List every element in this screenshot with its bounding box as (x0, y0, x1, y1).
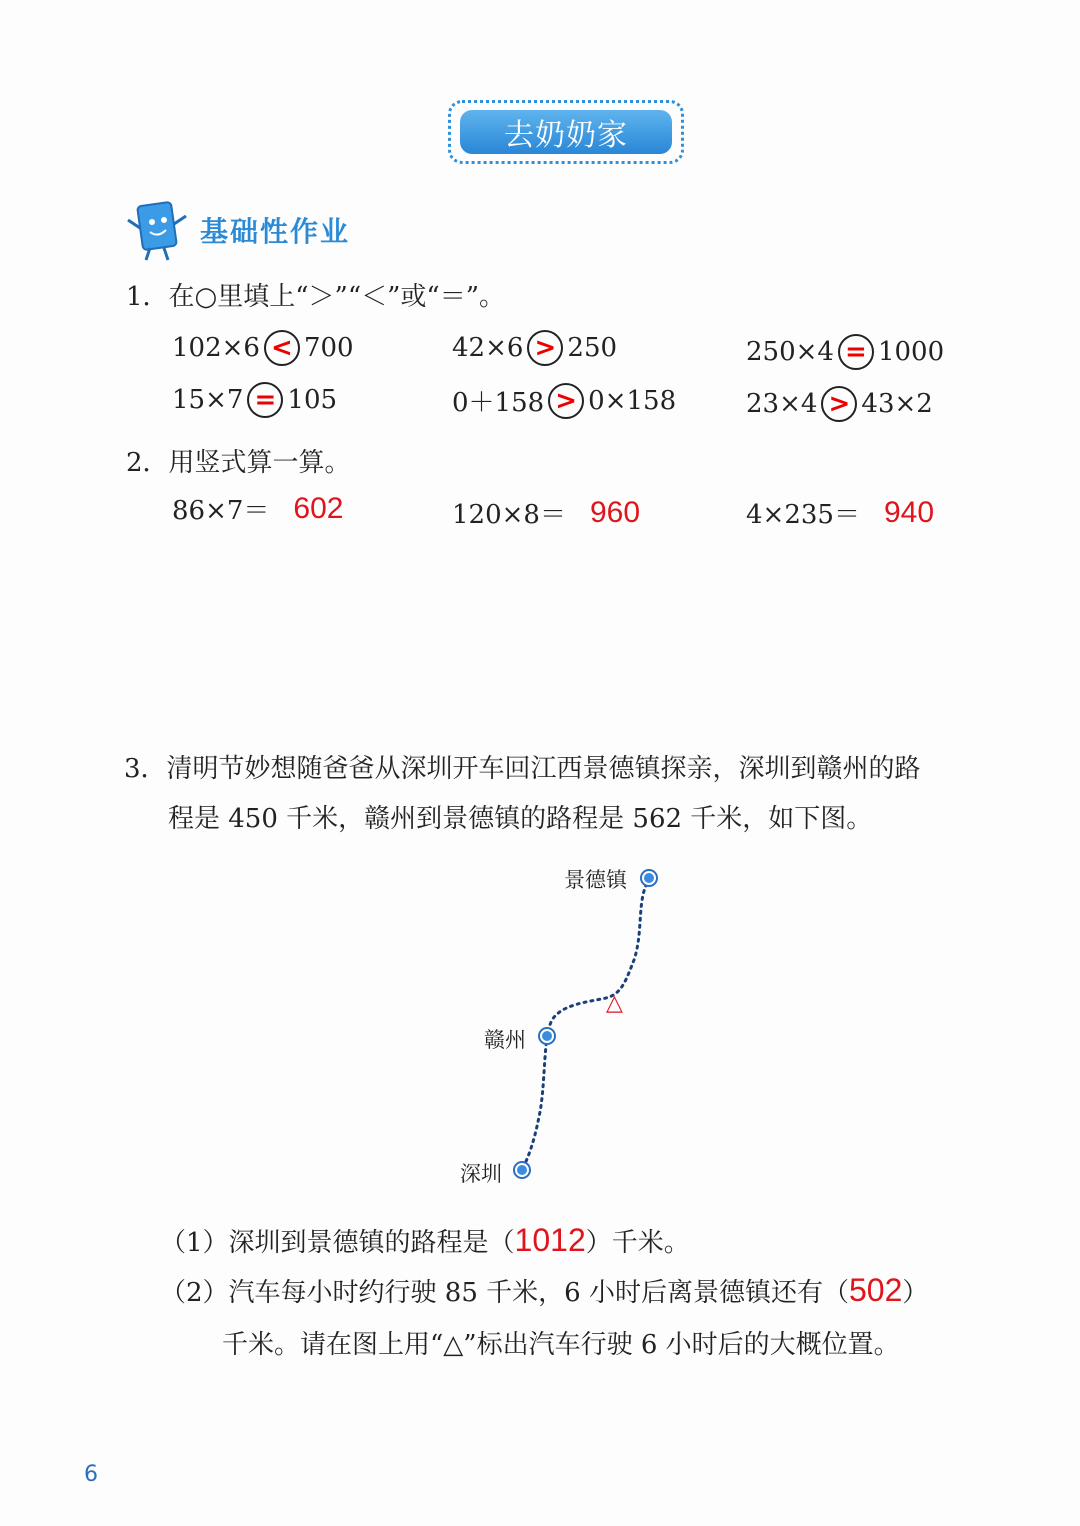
city-dot-bottom (514, 1162, 530, 1178)
q3-sub2-suffix: ） (902, 1278, 929, 1308)
q1-item (172, 382, 337, 418)
q3-sub1-answer: 1012 (514, 1222, 586, 1258)
city-label-shenzhen: 深圳 (460, 1162, 502, 1186)
q1-left: 0＋158 (452, 388, 545, 418)
page-number: 6 (84, 1462, 98, 1487)
q1-left: 42×6 (452, 333, 524, 363)
q3-sub1 (160, 1222, 690, 1259)
q1-item (172, 330, 354, 366)
section-heading: 基础性作业 (200, 215, 351, 248)
q1-answer-circle: > (527, 330, 563, 366)
q1-answer-circle: < (264, 330, 300, 366)
route-path (522, 878, 650, 1170)
route-map (440, 850, 720, 1190)
q3-text-line1: 3．清明节妙想随爸爸从深圳开车回江西景德镇探亲，深圳到赣州的路 (124, 754, 921, 784)
title-frame (448, 100, 684, 164)
q1-answer-circle: > (548, 383, 584, 419)
city-dot-top (641, 870, 657, 886)
q1-item (452, 330, 617, 366)
q1-prompt: 1．在○里填上“＞”“＜”或“＝”。 (126, 282, 505, 312)
q3-sub2-prefix: （2）汽车每小时约行驶 85 千米，6 小时后离景德镇还有（ (160, 1278, 849, 1308)
q2-prompt: 2．用竖式算一算。 (126, 448, 351, 478)
q3-sub1-prefix: （1）深圳到景德镇的路程是（ (160, 1228, 515, 1258)
q3-text-line2: 程是 450 千米，赣州到景德镇的路程是 562 千米，如下图。 (168, 804, 873, 834)
q2-expression: 120×8＝ (452, 500, 566, 530)
q1-left: 15×7 (172, 385, 244, 415)
q3-sub2 (160, 1272, 928, 1309)
q1-answer-circle: = (838, 334, 874, 370)
q2-expression: 4×235＝ (746, 500, 860, 530)
q1-right: 1000 (877, 337, 945, 367)
q1-right: 700 (303, 333, 354, 363)
q3-sub2-answer: 502 (848, 1272, 903, 1308)
city-dot-mid (539, 1028, 555, 1044)
q1-item (746, 334, 944, 370)
page-title: 去奶奶家 (460, 110, 672, 154)
q2-answer: 940 (883, 495, 935, 529)
q2-item (452, 494, 640, 531)
city-label-jingdezhen: 景德镇 (564, 868, 627, 892)
q1-right: 105 (287, 385, 338, 415)
q1-left: 102×6 (172, 333, 260, 363)
q1-left: 250×4 (746, 337, 834, 367)
q1-right: 250 (567, 333, 618, 363)
q2-answer: 602 (293, 491, 344, 525)
q2-item (172, 490, 343, 527)
q2-item (746, 494, 934, 531)
q2-expression: 86×7＝ (172, 496, 270, 526)
q1-right: 43×2 (861, 389, 933, 419)
q1-right: 0×158 (588, 385, 677, 416)
q3-sub1-suffix: ）千米。 (585, 1228, 690, 1258)
q1-answer-circle: = (247, 382, 283, 418)
q1-answer-circle: > (821, 386, 857, 422)
q3-sub2-line2: 千米。请在图上用“△”标出汽车行驶 6 小时后的大概位置。 (222, 1330, 900, 1360)
q1-left: 23×4 (746, 389, 818, 419)
book-mascot-icon (122, 198, 192, 264)
city-label-ganzhou: 赣州 (484, 1028, 526, 1052)
q1-item (746, 386, 933, 422)
q2-answer: 960 (589, 495, 641, 529)
q1-item (452, 382, 676, 419)
position-marker: △ (606, 991, 623, 1016)
